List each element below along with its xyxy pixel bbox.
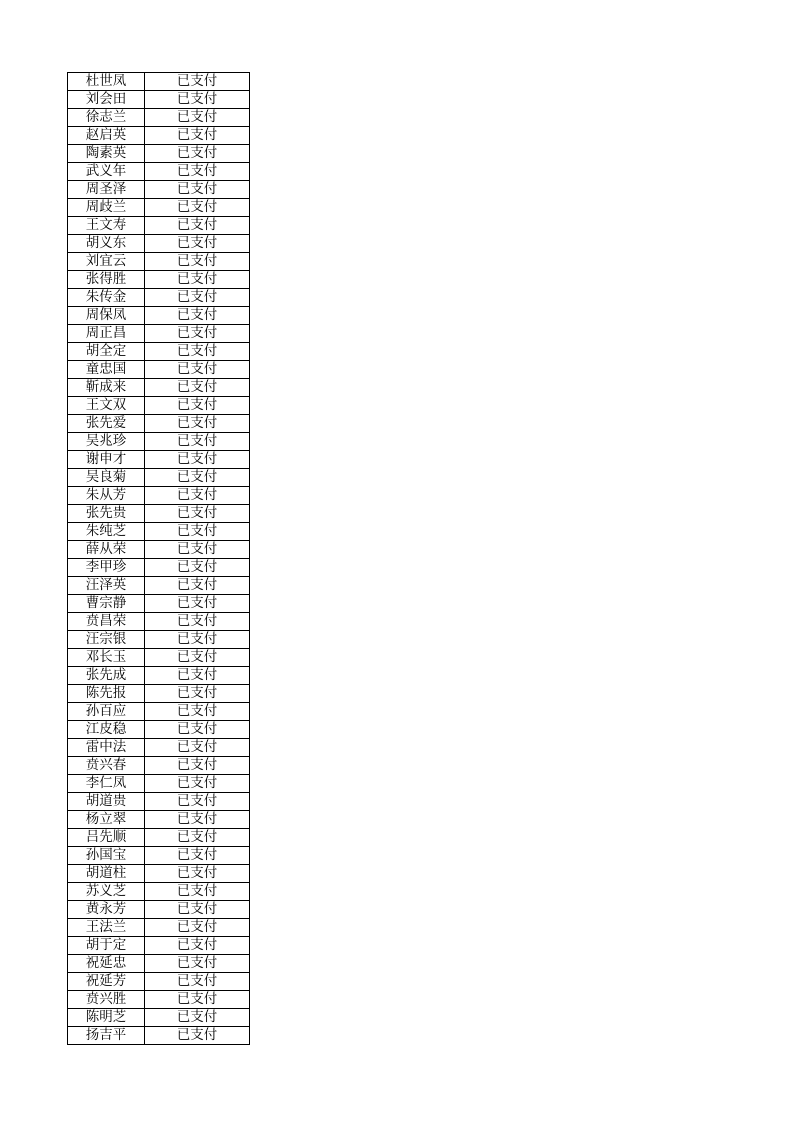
payment-status-cell: 已支付 bbox=[145, 991, 250, 1009]
table-row bbox=[68, 865, 250, 883]
name-cell: 朱纯芝 bbox=[68, 523, 145, 541]
name-cell: 吴兆珍 bbox=[68, 433, 145, 451]
payment-status-cell: 已支付 bbox=[145, 577, 250, 595]
table-row bbox=[68, 343, 250, 361]
table-row bbox=[68, 775, 250, 793]
table-row bbox=[68, 289, 250, 307]
payment-status-cell: 已支付 bbox=[145, 361, 250, 379]
name-cell: 童忠国 bbox=[68, 361, 145, 379]
name-cell: 祝延忠 bbox=[68, 955, 145, 973]
table-row bbox=[68, 109, 250, 127]
name-cell: 江皮稳 bbox=[68, 721, 145, 739]
payment-status-cell: 已支付 bbox=[145, 865, 250, 883]
table-row bbox=[68, 181, 250, 199]
table-row bbox=[68, 1009, 250, 1027]
name-cell: 张先贵 bbox=[68, 505, 145, 523]
table-row bbox=[68, 811, 250, 829]
table-row bbox=[68, 271, 250, 289]
table-row bbox=[68, 667, 250, 685]
table-row bbox=[68, 397, 250, 415]
payment-status-cell: 已支付 bbox=[145, 631, 250, 649]
table-row bbox=[68, 847, 250, 865]
table-row bbox=[68, 361, 250, 379]
table-row bbox=[68, 649, 250, 667]
table-row bbox=[68, 613, 250, 631]
payment-status-cell: 已支付 bbox=[145, 901, 250, 919]
payment-status-cell: 已支付 bbox=[145, 685, 250, 703]
table-row bbox=[68, 1027, 250, 1045]
payment-status-cell: 已支付 bbox=[145, 523, 250, 541]
payment-status-cell: 已支付 bbox=[145, 847, 250, 865]
payment-status-cell: 已支付 bbox=[145, 739, 250, 757]
name-cell: 徐志兰 bbox=[68, 109, 145, 127]
table-row bbox=[68, 415, 250, 433]
payment-status-cell: 已支付 bbox=[145, 73, 250, 91]
name-cell: 胡全定 bbox=[68, 343, 145, 361]
table-row bbox=[68, 919, 250, 937]
payment-status-cell: 已支付 bbox=[145, 1009, 250, 1027]
name-cell: 李甲珍 bbox=[68, 559, 145, 577]
name-cell: 吕先顺 bbox=[68, 829, 145, 847]
payment-status-cell: 已支付 bbox=[145, 307, 250, 325]
table-row bbox=[68, 199, 250, 217]
table-row bbox=[68, 379, 250, 397]
table-row bbox=[68, 541, 250, 559]
table-row bbox=[68, 469, 250, 487]
name-cell: 孙国宝 bbox=[68, 847, 145, 865]
table-row bbox=[68, 163, 250, 181]
payment-status-cell: 已支付 bbox=[145, 667, 250, 685]
name-cell: 陈明芝 bbox=[68, 1009, 145, 1027]
table-row bbox=[68, 523, 250, 541]
name-cell: 曹宗静 bbox=[68, 595, 145, 613]
table-row bbox=[68, 793, 250, 811]
name-cell: 胡义东 bbox=[68, 235, 145, 253]
name-cell: 贲兴春 bbox=[68, 757, 145, 775]
name-cell: 孙百应 bbox=[68, 703, 145, 721]
payment-status-cell: 已支付 bbox=[145, 127, 250, 145]
name-cell: 杜世凤 bbox=[68, 73, 145, 91]
payment-status-cell: 已支付 bbox=[145, 937, 250, 955]
name-cell: 胡道贵 bbox=[68, 793, 145, 811]
table-row bbox=[68, 487, 250, 505]
name-cell: 周歧兰 bbox=[68, 199, 145, 217]
payment-status-cell: 已支付 bbox=[145, 775, 250, 793]
name-cell: 张得胜 bbox=[68, 271, 145, 289]
payment-status-cell: 已支付 bbox=[145, 973, 250, 991]
payment-status-cell: 已支付 bbox=[145, 109, 250, 127]
payment-status-cell: 已支付 bbox=[145, 559, 250, 577]
table-row bbox=[68, 829, 250, 847]
table-row bbox=[68, 91, 250, 109]
payment-status-cell: 已支付 bbox=[145, 955, 250, 973]
table-row bbox=[68, 73, 250, 91]
name-cell: 贲兴胜 bbox=[68, 991, 145, 1009]
table-row bbox=[68, 595, 250, 613]
payment-status-cell: 已支付 bbox=[145, 505, 250, 523]
name-cell: 汪泽英 bbox=[68, 577, 145, 595]
table-row bbox=[68, 739, 250, 757]
table-body bbox=[68, 73, 250, 1045]
table-row bbox=[68, 235, 250, 253]
table-row bbox=[68, 253, 250, 271]
name-cell: 胡道柱 bbox=[68, 865, 145, 883]
name-cell: 刘宜云 bbox=[68, 253, 145, 271]
name-cell: 王文双 bbox=[68, 397, 145, 415]
name-cell: 张先成 bbox=[68, 667, 145, 685]
name-cell: 汪宗银 bbox=[68, 631, 145, 649]
payment-status-cell: 已支付 bbox=[145, 271, 250, 289]
payment-status-cell: 已支付 bbox=[145, 793, 250, 811]
name-cell: 杨立翠 bbox=[68, 811, 145, 829]
table-row bbox=[68, 127, 250, 145]
name-cell: 扬吉平 bbox=[68, 1027, 145, 1045]
table-row bbox=[68, 505, 250, 523]
name-cell: 黄永芳 bbox=[68, 901, 145, 919]
payment-status-cell: 已支付 bbox=[145, 703, 250, 721]
name-cell: 朱传金 bbox=[68, 289, 145, 307]
payment-status-cell: 已支付 bbox=[145, 163, 250, 181]
table-row bbox=[68, 937, 250, 955]
payment-status-cell: 已支付 bbox=[145, 919, 250, 937]
payment-status-cell: 已支付 bbox=[145, 757, 250, 775]
name-cell: 谢申才 bbox=[68, 451, 145, 469]
name-cell: 吴良菊 bbox=[68, 469, 145, 487]
name-cell: 周保凤 bbox=[68, 307, 145, 325]
payment-status-cell: 已支付 bbox=[145, 469, 250, 487]
name-cell: 周圣泽 bbox=[68, 181, 145, 199]
payment-status-cell: 已支付 bbox=[145, 487, 250, 505]
payment-status-cell: 已支付 bbox=[145, 883, 250, 901]
name-cell: 陈先报 bbox=[68, 685, 145, 703]
payment-status-cell: 已支付 bbox=[145, 289, 250, 307]
table-row bbox=[68, 307, 250, 325]
payment-status-cell: 已支付 bbox=[145, 595, 250, 613]
name-cell: 武义年 bbox=[68, 163, 145, 181]
payment-status-cell: 已支付 bbox=[145, 343, 250, 361]
payment-status-cell: 已支付 bbox=[145, 415, 250, 433]
payment-status-cell: 已支付 bbox=[145, 379, 250, 397]
table-row bbox=[68, 631, 250, 649]
payment-status-cell: 已支付 bbox=[145, 235, 250, 253]
table-row bbox=[68, 883, 250, 901]
payment-status-cell: 已支付 bbox=[145, 649, 250, 667]
name-cell: 刘会田 bbox=[68, 91, 145, 109]
payment-status-cell: 已支付 bbox=[145, 613, 250, 631]
name-cell: 李仁凤 bbox=[68, 775, 145, 793]
name-cell: 靳成来 bbox=[68, 379, 145, 397]
name-cell: 薛从荣 bbox=[68, 541, 145, 559]
name-cell: 陶素英 bbox=[68, 145, 145, 163]
payment-status-table bbox=[67, 72, 250, 1045]
payment-status-cell: 已支付 bbox=[145, 181, 250, 199]
table-row bbox=[68, 325, 250, 343]
payment-status-cell: 已支付 bbox=[145, 829, 250, 847]
payment-status-cell: 已支付 bbox=[145, 397, 250, 415]
name-cell: 周正昌 bbox=[68, 325, 145, 343]
payment-status-cell: 已支付 bbox=[145, 541, 250, 559]
name-cell: 邓长玉 bbox=[68, 649, 145, 667]
payment-status-cell: 已支付 bbox=[145, 91, 250, 109]
name-cell: 胡于定 bbox=[68, 937, 145, 955]
payment-status-cell: 已支付 bbox=[145, 451, 250, 469]
table-row bbox=[68, 703, 250, 721]
name-cell: 王文寿 bbox=[68, 217, 145, 235]
table-row bbox=[68, 217, 250, 235]
payment-status-cell: 已支付 bbox=[145, 1027, 250, 1045]
payment-status-cell: 已支付 bbox=[145, 217, 250, 235]
table-row bbox=[68, 757, 250, 775]
payment-status-cell: 已支付 bbox=[145, 199, 250, 217]
name-cell: 朱从芳 bbox=[68, 487, 145, 505]
table-row bbox=[68, 433, 250, 451]
payment-status-cell: 已支付 bbox=[145, 145, 250, 163]
name-cell: 祝延芳 bbox=[68, 973, 145, 991]
table-row bbox=[68, 991, 250, 1009]
name-cell: 王法兰 bbox=[68, 919, 145, 937]
table-row bbox=[68, 721, 250, 739]
name-cell: 雷中法 bbox=[68, 739, 145, 757]
table-row bbox=[68, 451, 250, 469]
name-cell: 贲昌荣 bbox=[68, 613, 145, 631]
name-cell: 苏义芝 bbox=[68, 883, 145, 901]
name-cell: 赵启英 bbox=[68, 127, 145, 145]
name-cell: 张先爱 bbox=[68, 415, 145, 433]
table-row bbox=[68, 559, 250, 577]
table-row bbox=[68, 955, 250, 973]
payment-status-cell: 已支付 bbox=[145, 811, 250, 829]
table-row bbox=[68, 685, 250, 703]
payment-status-cell: 已支付 bbox=[145, 325, 250, 343]
table-row bbox=[68, 901, 250, 919]
payment-status-cell: 已支付 bbox=[145, 721, 250, 739]
table-row bbox=[68, 973, 250, 991]
table-row bbox=[68, 145, 250, 163]
table-row bbox=[68, 577, 250, 595]
payment-status-cell: 已支付 bbox=[145, 253, 250, 271]
payment-status-cell: 已支付 bbox=[145, 433, 250, 451]
